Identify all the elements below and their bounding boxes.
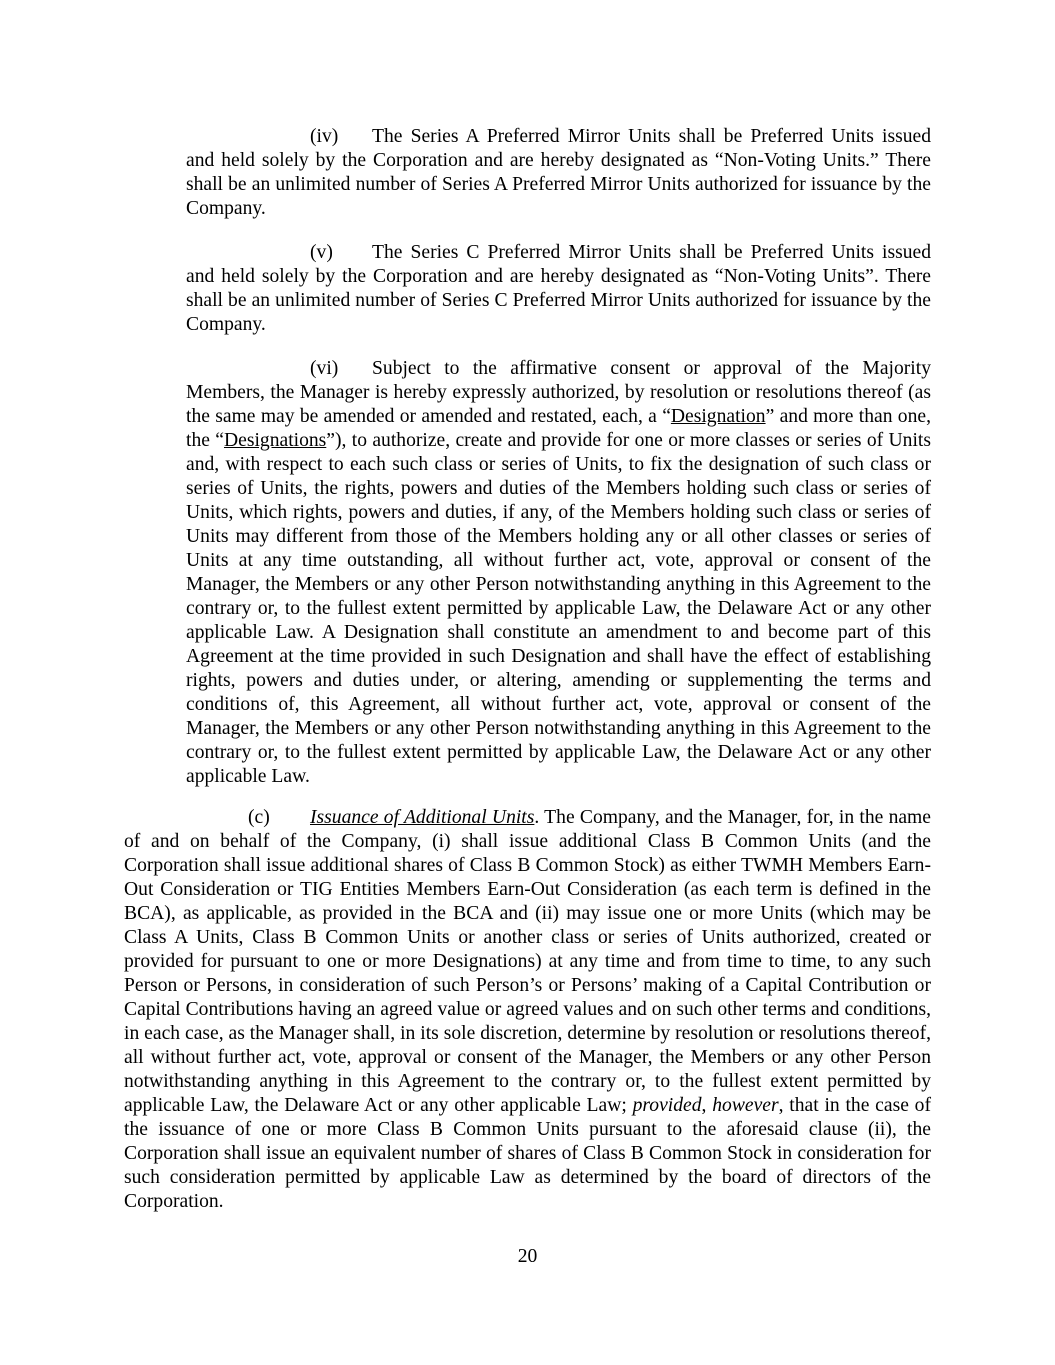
provided-term: provided [632,1095,702,1116]
paragraph-number: (iv) [310,126,339,147]
paragraph-text: Subject to the affirmative consent or approval of the Majority Members, the Manager is hereby expressly authorized, by resolution or resolutions thereof (as the same may be amended or amended and restated, each, a “ [186,358,931,427]
page-number: 20 [517,1246,538,1267]
section-heading: Issuance of Additional Units [310,807,535,828]
paragraph-text: The Series C Preferred Mirror Units shall be Preferred Units issued and held solely by the Corporation and are hereby designated as “Non-Voting Units”. There shall be an unlimited number of Series C Preferred Mirror Units authorized for issuance by the Company. [186,242,931,335]
paragraph-text: The Series A Preferred Mirror Units shall be Preferred Units issued and held solely by the Corporation and are hereby designated as “Non-Voting Units.” There shall be an unlimited number of Series A Preferred Mirror Units authorized for issuance by the Company. [186,126,931,219]
paragraph-number: (v) [310,242,333,263]
paragraph-text: ”), to authorize, create and provide for one or more classes or series of Units and, with respect to each such class or series of Units, to fix the designation of such class or series of Units, the rights, powers and duties of the Members holding such class or series of Units, which rights, powers and duties, if any, of the Members holding such class or series of Units may different from those of the Members holding any or all other classes or series of Units at any time outstanding, all without further act, vote, approval or consent of the Manager, the Members or any other Person notwithstanding anything in this Agreement to the contrary or, to the fullest extent permitted by applicable Law, the Delaware Act or any other applicable Law. A Designation shall constitute an amendment to and become part of this Agreement at the time provided in such Designation and shall have the effect of establishing rights, powers and duties under, or altering, amending or supplementing the terms and conditions of, this Agreement, all without further act, vote, approval or consent of the Manager, the Members or any other Person notwithstanding anything in this Agreement to the contrary or, to the fullest extent permitted by applicable Law, the Delaware Act or any other applicable Law. [186,430,931,787]
paragraph-iv [186,125,931,221]
paragraph-text: . The Company, and the Manager, for, in the name of and on behalf of the Company, (i) shall issue additional Class B Common Units (and the Corporation shall issue additional shares of Class B Common Stock) as either TWMH Members Earn-Out Consideration or TIG Entities Members Earn-Out Consideration (as each term is defined in the BCA), as applicable, as provided in the BCA and (ii) may issue one or more Units (which may be Class A Units, Class B Common Units or another class or series of Units authorized, created or provided for pursuant to one or more Designations) at any time and from time to time, to any such Person or Persons, in consideration of such Person’s or Persons’ making of a Capital Contribution or Capital Contributions having an agreed value or agreed values and on such other terms and conditions, in each case, as the Manager shall, in its sole discretion, determine by resolution or resolutions thereof, all without further act, vote, approval or consent of the Manager, the Members or any other Person notwithstanding anything in this Agreement to the contrary or, to the fullest extent permitted by applicable Law, the Delaware Act or any other applicable Law; [124,807,931,1116]
paragraph-text: ” and more than one, the “ [186,406,931,451]
paragraph-v [186,241,931,337]
however-term: however [712,1095,779,1116]
paragraph-number: (vi) [310,358,339,379]
defined-term-designations: Designations [223,430,327,451]
paragraph-text: , that in the case of the issuance of one or more Class B Common Units pursuant to the aforesaid clause (ii), the Corporation shall issue an equivalent number of shares of Class B Common Stock in consideration for such consideration permitted by applicable Law as determined by the board of directors of the Corporation. [124,1095,932,1212]
paragraph-c [124,806,931,1214]
defined-term-designation: Designation [670,406,766,427]
punctuation: , [701,1095,713,1116]
paragraph-vi [186,357,931,789]
paragraph-number: (c) [248,807,270,828]
